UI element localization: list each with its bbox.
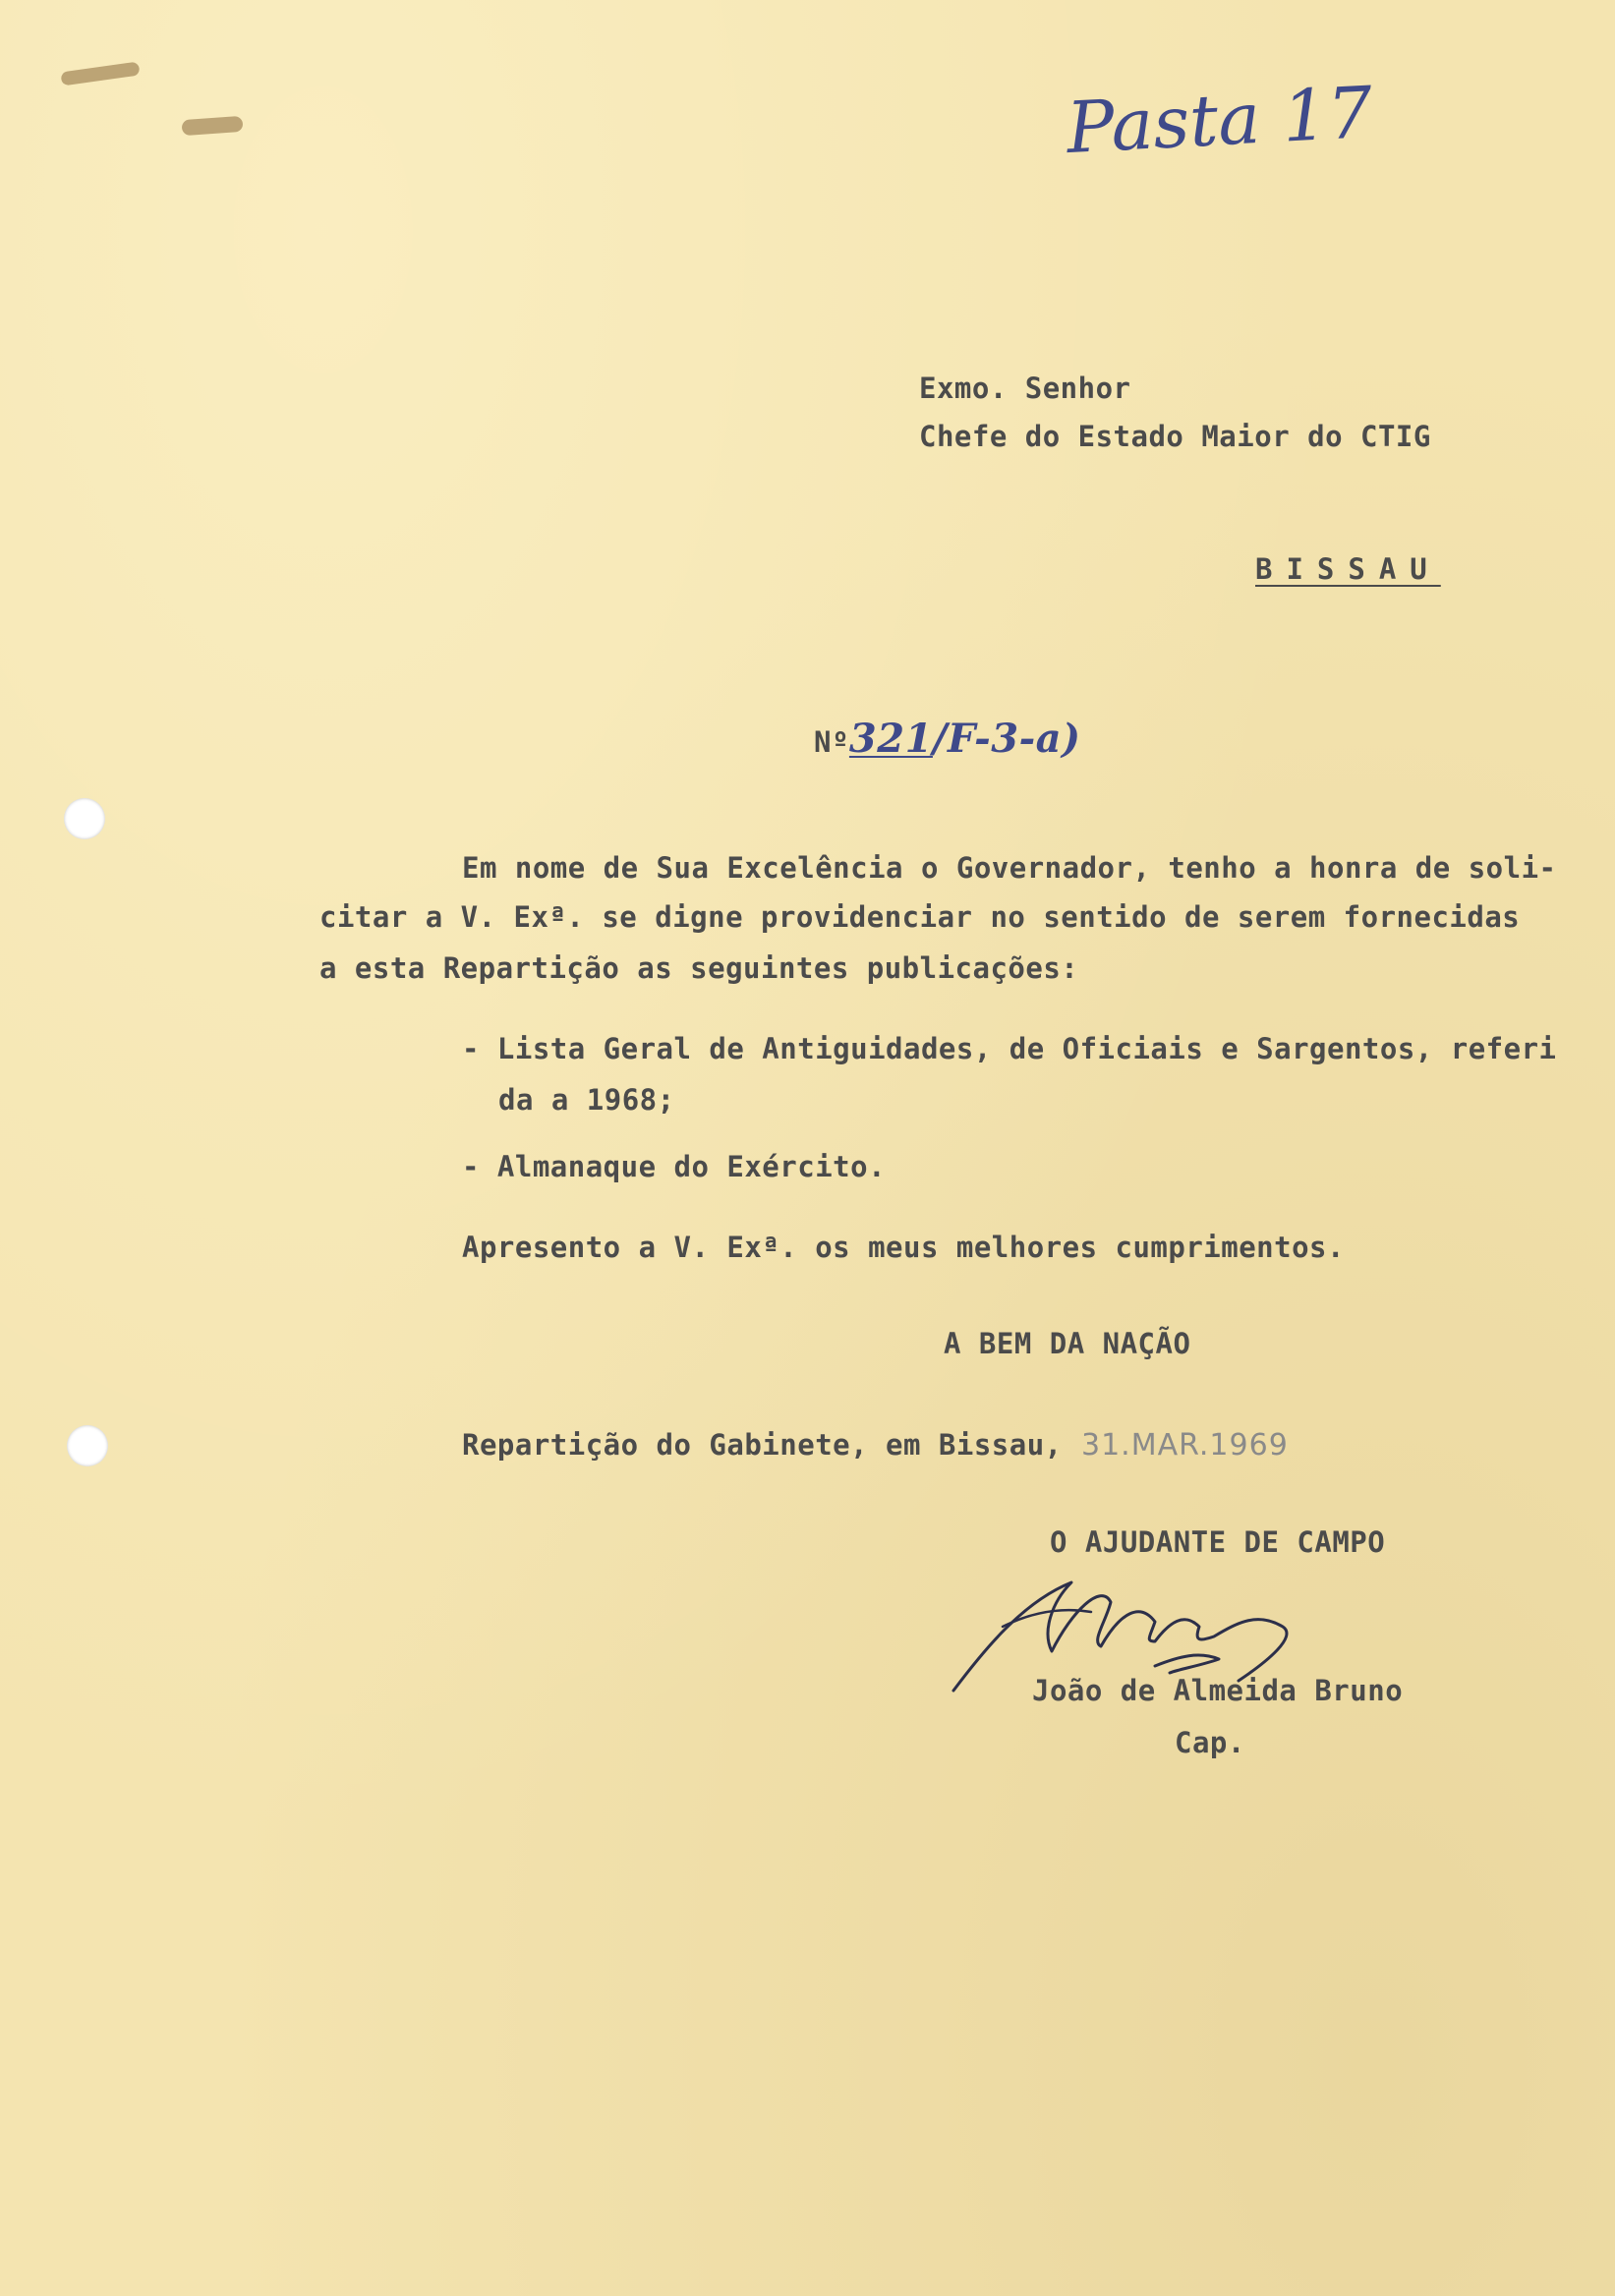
list-item-2: - Almanaque do Exército.: [462, 1150, 887, 1183]
reference-prefix: Nº: [814, 725, 849, 759]
date-stamp: 31.MAR.1969: [1081, 1428, 1289, 1463]
body-line-2: citar a V. Exª. se digne providenciar no sentido de serem fornecidas: [319, 900, 1521, 934]
sign-role: O AJUDANTE DE CAMPO: [1050, 1525, 1386, 1559]
reference-line: [814, 716, 1081, 762]
reference-number: 321: [848, 716, 933, 762]
folder-annotation: Pasta 17: [1065, 70, 1375, 170]
recipient-title: Chefe do Estado Maior do CTIG: [919, 420, 1431, 453]
sign-name: João de Almeida Bruno: [1032, 1674, 1404, 1707]
reference-code: /F-3-a): [932, 716, 1081, 762]
closing-line: Apresento a V. Exª. os meus melhores cumprimentos.: [462, 1231, 1345, 1264]
punch-hole-lower: [67, 1425, 108, 1466]
place-line: Repartição do Gabinete, em Bissau,: [462, 1428, 1063, 1462]
body-line-1: Em nome de Sua Excelência o Governador, tenho a honra de soli-: [462, 851, 1557, 885]
motto: A BEM DA NAÇÃO: [944, 1327, 1191, 1360]
staple-mark-bottom: [182, 116, 244, 136]
punch-hole-upper: [64, 798, 105, 839]
list-item-1-line-1: - Lista Geral de Antiguidades, de Oficiais e Sargentos, referi: [462, 1032, 1557, 1065]
sign-rank: Cap.: [1175, 1726, 1245, 1759]
recipient-salutation: Exmo. Senhor: [919, 372, 1131, 405]
body-line-3: a esta Repartição as seguintes publicações:: [319, 951, 1079, 985]
staple-mark-top: [60, 62, 140, 86]
recipient-city: BISSAU: [1255, 552, 1441, 586]
list-item-1-line-2: da a 1968;: [498, 1083, 675, 1117]
